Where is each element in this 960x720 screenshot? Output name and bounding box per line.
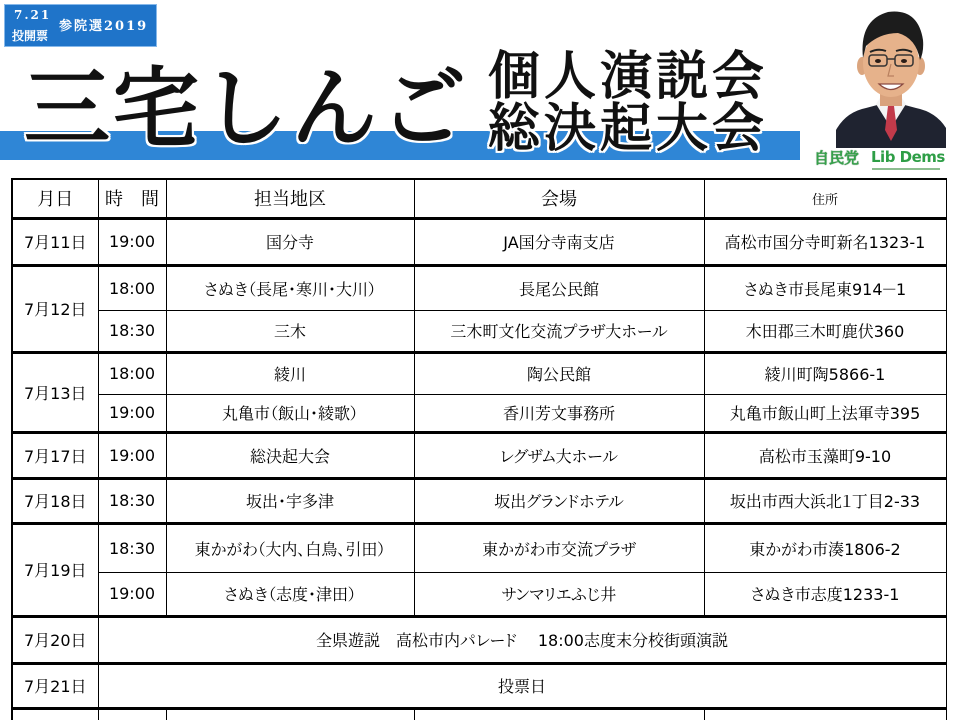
address-cell: 高松市玉藻町9-10: [704, 432, 947, 478]
header-district: 担当地区: [166, 179, 414, 218]
time-cell: 18:00: [98, 352, 166, 394]
venue-cell: 東かがわ市交流プラザ: [414, 523, 704, 572]
district-cell: 坂出・宇多津: [166, 478, 414, 523]
table-row: [12, 616, 947, 663]
date-cell: 7月12日: [12, 265, 98, 352]
district-cell: 丸亀市（飯山・綾歌）: [166, 394, 414, 432]
address-cell: さぬき市志度1233-1: [704, 572, 947, 616]
district-cell: 国分寺: [166, 218, 414, 265]
empty-cell: [98, 708, 166, 720]
district-cell: 東かがわ（大内、白鳥、引田）: [166, 523, 414, 572]
table-row: [12, 265, 947, 310]
table-row: [12, 394, 947, 432]
address-cell: 丸亀市飯山町上法軍寺395: [704, 394, 947, 432]
header-time: 時 間: [98, 179, 166, 218]
date-cell: 7月17日: [12, 432, 98, 478]
address-cell: さぬき市長尾東914－1: [704, 265, 947, 310]
table-row: [12, 663, 947, 708]
time-cell: 19:00: [98, 218, 166, 265]
date-cell: 7月21日: [12, 663, 98, 708]
address-cell: 高松市国分寺町新名1323-1: [704, 218, 947, 265]
date-cell: 7月13日: [12, 352, 98, 432]
time-cell: 18:30: [98, 478, 166, 523]
time-cell: 18:30: [98, 310, 166, 352]
table-row: [12, 572, 947, 616]
libdems-tagline-mark: [872, 168, 940, 170]
table-row: [12, 432, 947, 478]
header-address: 住所: [704, 179, 947, 218]
table-row: [12, 310, 947, 352]
badge-label: 投開票: [12, 29, 49, 43]
time-cell: 19:00: [98, 432, 166, 478]
venue-cell: JA国分寺南支店: [414, 218, 704, 265]
badge-date: 7.21: [14, 8, 52, 22]
venue-cell: サンマリエふじ井: [414, 572, 704, 616]
table-row: [12, 218, 947, 265]
note-cell: 全県遊説 高松市内パレード 18:00志度末分校街頭演説: [98, 616, 947, 663]
venue-cell: 陶公民館: [414, 352, 704, 394]
badge-election: 参院選2019: [59, 19, 149, 34]
date-cell: 7月11日: [12, 218, 98, 265]
venue-cell: 三木町文化交流プラザ大ホール: [414, 310, 704, 352]
date-cell: 7月18日: [12, 478, 98, 523]
address-cell: 東かがわ市湊1806-2: [704, 523, 947, 572]
time-cell: 18:30: [98, 523, 166, 572]
event-title-line2: 総決起大会: [488, 99, 769, 159]
venue-cell: 坂出グランドホテル: [414, 478, 704, 523]
table-row: [12, 478, 947, 523]
header-venue: 会場: [414, 179, 704, 218]
empty-cell: [12, 708, 98, 720]
table-row: [12, 352, 947, 394]
candidate-photo: [836, 0, 946, 148]
venue-cell: 長尾公民館: [414, 265, 704, 310]
district-cell: さぬき（長尾・寒川・大川）: [166, 265, 414, 310]
venue-cell: 香川芳文事務所: [414, 394, 704, 432]
table-row-empty: [12, 708, 947, 720]
table-header-row: [12, 179, 947, 218]
time-cell: 19:00: [98, 572, 166, 616]
note-cell: 投票日: [98, 663, 947, 708]
event-title-line1: 個人演説会: [488, 47, 769, 107]
table-row: [12, 523, 947, 572]
address-cell: 木田郡三木町鹿伏360: [704, 310, 947, 352]
election-badge: [4, 4, 157, 47]
date-cell: 7月20日: [12, 616, 98, 663]
libdems-logo: Lib Dems: [871, 148, 945, 166]
empty-cell: [166, 708, 414, 720]
address-cell: 綾川町陶5866-1: [704, 352, 947, 394]
empty-cell: [704, 708, 947, 720]
ldp-logo: 自民党: [814, 149, 860, 167]
candidate-portrait-icon: [836, 0, 946, 148]
venue-cell: レグザム大ホール: [414, 432, 704, 478]
district-cell: さぬき（志度・津田）: [166, 572, 414, 616]
district-cell: 総決起大会: [166, 432, 414, 478]
time-cell: 19:00: [98, 394, 166, 432]
candidate-name: 三宅しんご: [24, 59, 469, 159]
district-cell: 三木: [166, 310, 414, 352]
district-cell: 綾川: [166, 352, 414, 394]
header-date: 月日: [12, 179, 98, 218]
empty-cell: [414, 708, 704, 720]
time-cell: 18:00: [98, 265, 166, 310]
schedule-table: [11, 178, 947, 720]
schedule-table-container: [11, 178, 947, 720]
date-cell: 7月19日: [12, 523, 98, 616]
address-cell: 坂出市西大浜北１丁目2-33: [704, 478, 947, 523]
